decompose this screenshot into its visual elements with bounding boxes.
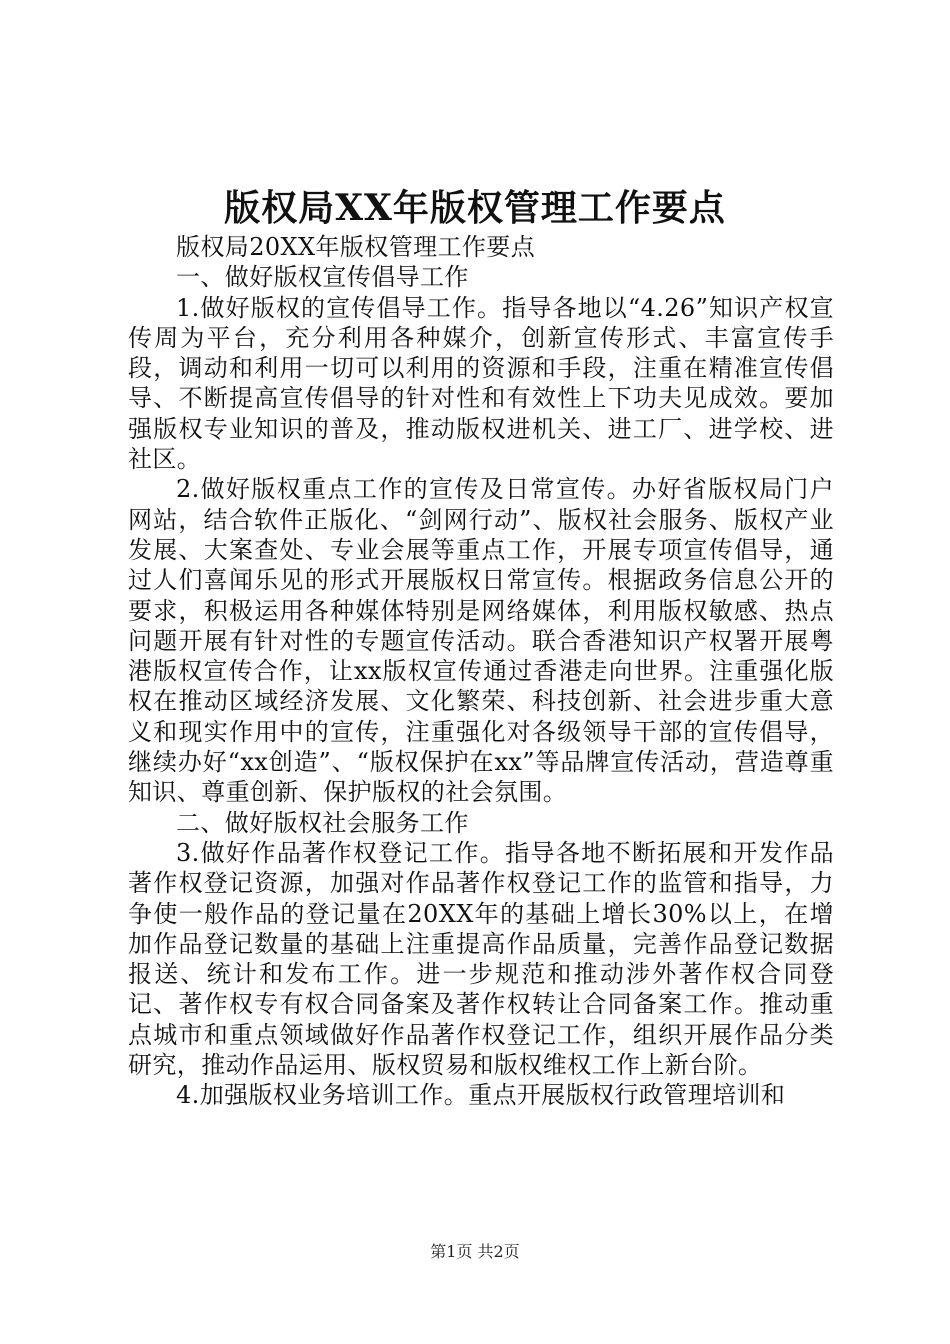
page-footer: 第1页 共2页 [430, 1242, 520, 1261]
document-body [128, 232, 834, 1111]
paragraph-item-2: 2.做好版权重点工作的宣传及日常宣传。办好省版权局门户网站，结合软件正版化、“剑网行动”、版权社会服务、版权产业发展、大案查处、专业会展等重点工作，开展专项宣传倡导，通过人们喜闻乐见的形式开展版权日常宣传。根据政务信息公开的要求，积极运用各种媒体特别是网络媒体，利用版权敏感、热点问题开展有针对性的专题宣传活动。联合香港知识产权署开展粤港版权宣传合作，让xx版权宣传通过香港走向世界。注重强化版权在推动区域经济发展、文化繁荣、科技创新、社会进步重大意义和现实作用中的宣传，注重强化对各级领导干部的宣传倡导，继续办好“xx创造”、“版权保护在xx”等品牌宣传活动，营造尊重知识、尊重创新、保护版权的社会氛围。 [128, 475, 834, 807]
paragraph-item-3: 3.做好作品著作权登记工作。指导各地不断拓展和开发作品著作权登记资源，加强对作品著作权登记工作的监管和指导，力争使一般作品的登记量在20XX年的基础上增长30%以上，在增加作品登记数量的基础上注重提高作品质量，完善作品登记数据报送、统计和发布工作。进一步规范和推动涉外著作权合同登记、著作权专有权合同备案及著作权转让合同备案工作。推动重点城市和重点领域做好作品著作权登记工作，组织开展作品分类研究，推动作品运用、版权贸易和版权维权工作上新台阶。 [128, 838, 834, 1080]
document-title: 版权局XX年版权管理工作要点 [224, 187, 726, 229]
paragraph-item-4: 4.加强版权业务培训工作。重点开展版权行政管理培训和 [176, 1081, 786, 1110]
section-heading-1: 一、做好版权宣传倡导工作 [176, 263, 469, 292]
paragraph-subtitle: 版权局20XX年版权管理工作要点 [176, 233, 536, 261]
paragraph-item-1: 1.做好版权的宣传倡导工作。指导各地以“4.26”知识产权宣传周为平台，充分利用各种媒介，创新宣传形式、丰富宣传手段，调动和利用一切可以利用的资源和手段，注重在精准宣传倡导、不断提高宣传倡导的针对性和有效性上下功夫见成效。要加强版权专业知识的普及，推动版权进机关、进工厂、进学校、进社区。 [128, 293, 834, 474]
section-heading-2: 二、做好版权社会服务工作 [176, 808, 469, 837]
